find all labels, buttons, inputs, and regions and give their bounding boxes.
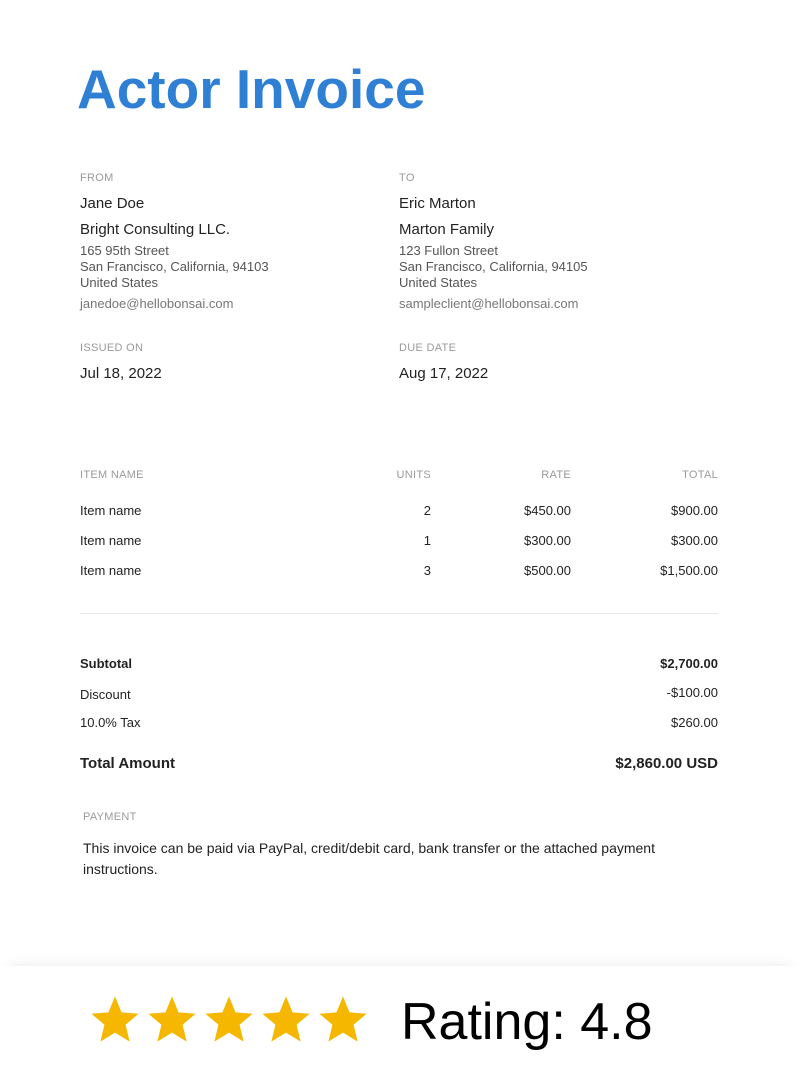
item-units: 1 bbox=[423, 533, 431, 548]
star-icon bbox=[316, 993, 370, 1047]
item-rate: $300.00 bbox=[524, 533, 571, 548]
subtotal-value: $2,700.00 bbox=[660, 656, 718, 671]
star-icon bbox=[202, 993, 256, 1047]
star-shape bbox=[148, 996, 195, 1041]
from-name: Jane Doe bbox=[80, 195, 145, 212]
to-name: Eric Marton bbox=[399, 195, 476, 212]
items-header-rate: RATE bbox=[541, 469, 571, 481]
star-shape bbox=[91, 996, 138, 1041]
star-icon bbox=[259, 993, 313, 1047]
items-header-units: UNITS bbox=[396, 469, 431, 481]
from-label: FROM bbox=[80, 172, 114, 184]
to-address-line1: 123 Fullon Street bbox=[399, 243, 499, 258]
table-divider bbox=[80, 613, 718, 614]
payment-label: PAYMENT bbox=[83, 811, 137, 823]
item-units: 3 bbox=[423, 563, 431, 578]
from-address-line3: United States bbox=[80, 275, 159, 290]
star-icon bbox=[88, 993, 142, 1047]
rating-text: Rating: 4.8 bbox=[401, 993, 653, 1051]
to-label: TO bbox=[399, 172, 415, 184]
item-name: Item name bbox=[80, 563, 142, 578]
tax-label: 10.0% Tax bbox=[80, 715, 141, 730]
total-amount-value: $2,860.00 USD bbox=[615, 755, 718, 772]
issued-on-label: ISSUED ON bbox=[80, 342, 144, 354]
to-address-line2: San Francisco, California, 94105 bbox=[399, 259, 588, 274]
subtotal-label: Subtotal bbox=[80, 656, 132, 671]
item-total: $300.00 bbox=[671, 533, 718, 548]
star-shape bbox=[319, 996, 366, 1041]
from-address-line2: San Francisco, California, 94103 bbox=[80, 259, 269, 274]
due-date-label: DUE DATE bbox=[399, 342, 457, 354]
tax-value: $260.00 bbox=[671, 715, 718, 730]
star-icon bbox=[145, 993, 199, 1047]
item-rate: $450.00 bbox=[524, 503, 571, 518]
item-units: 2 bbox=[423, 503, 431, 518]
rating-stars bbox=[88, 993, 370, 1047]
discount-value: -$100.00 bbox=[666, 685, 718, 700]
item-total: $900.00 bbox=[671, 503, 718, 518]
from-address-line1: 165 95th Street bbox=[80, 243, 169, 258]
to-address bbox=[399, 243, 588, 291]
item-name: Item name bbox=[80, 503, 142, 518]
invoice-title: Actor Invoice bbox=[77, 58, 426, 120]
issued-on-date: Jul 18, 2022 bbox=[80, 365, 162, 382]
star-shape bbox=[262, 996, 309, 1041]
from-email: janedoe@hellobonsai.com bbox=[80, 296, 234, 311]
to-address-line3: United States bbox=[399, 275, 478, 290]
discount-label: Discount bbox=[80, 687, 131, 702]
to-email: sampleclient@hellobonsai.com bbox=[399, 296, 579, 311]
items-header-name: ITEM NAME bbox=[80, 469, 144, 481]
from-address bbox=[80, 243, 269, 291]
to-company: Marton Family bbox=[399, 221, 495, 238]
item-rate: $500.00 bbox=[524, 563, 571, 578]
item-total: $1,500.00 bbox=[660, 563, 718, 578]
item-name: Item name bbox=[80, 533, 142, 548]
total-amount-label: Total Amount bbox=[80, 755, 175, 772]
items-header-total: TOTAL bbox=[682, 469, 718, 481]
due-date-value: Aug 17, 2022 bbox=[399, 365, 489, 382]
star-shape bbox=[205, 996, 252, 1041]
payment-text: This invoice can be paid via PayPal, credit/debit card, bank transfer or the attached payment instructions. bbox=[83, 840, 655, 877]
from-company: Bright Consulting LLC. bbox=[80, 221, 231, 238]
